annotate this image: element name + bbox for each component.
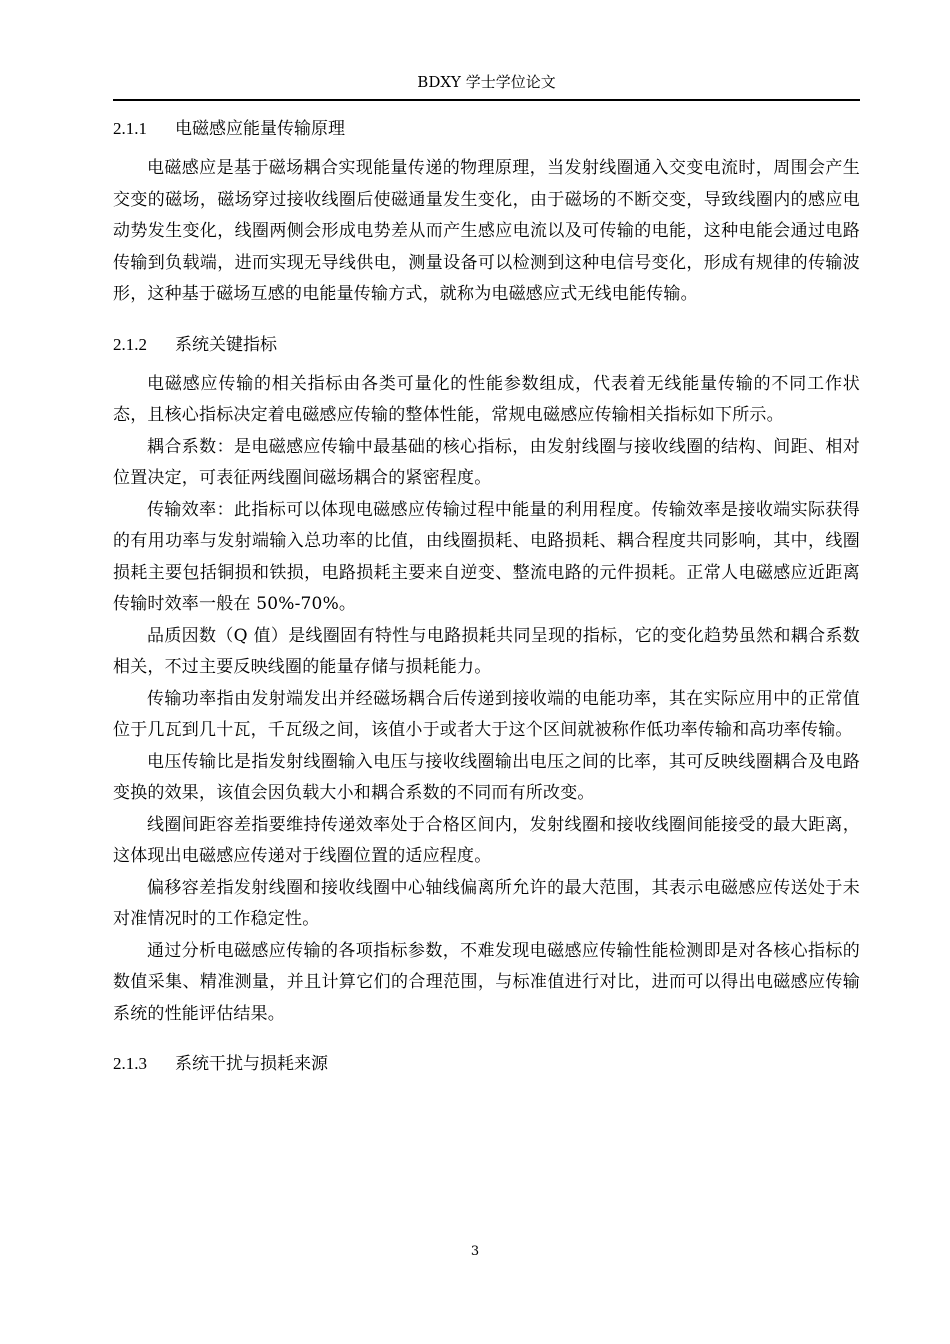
- paragraph-summary: 通过分析电磁感应传输的各项指标参数，不难发现电磁感应传输性能检测即是对各核心指标的数值采集、精准测量，并且计算它们的合理范围，与标准值进行对比，进而可以得出电磁感应传输系统的性能评估结果。: [113, 940, 860, 1024]
- paragraph: 电磁感应是基于磁场耦合实现能量传递的物理原理，当发射线圈通入交变电流时，周围会产生交变的磁场，磁场穿过接收线圈后使磁通量发生变化，由于磁场的不断交变，导致线圈内的感应电动势发生变化，线圈两侧会形成电势差从而产生感应电流以及可传输的电能，这种电能会通过电路传输到负载端，进而实现无导线供电，测量设备可以检测到这种电信号变化，形成有规律的传输波形，这种基于磁场互感的电能量传输方式，就称为电磁感应式无线电能传输。: [113, 158, 860, 304]
- header-rule: [113, 99, 860, 101]
- paragraph-offset-tolerance: 偏移容差指发射线圈和接收线圈中心轴线偏离所允许的最大范围，其表示电磁感应传送处于未对准情况时的工作稳定性。: [113, 877, 860, 929]
- section-number: 2.1.3: [113, 1054, 147, 1073]
- paragraph-coupling-coefficient: 耦合系数：是电磁感应传输中最基础的核心指标，由发射线圈与接收线圈的结构、间距、相对位置决定，可表征两线圈间磁场耦合的紧密程度。: [113, 436, 860, 488]
- section-title: 系统干扰与损耗来源: [175, 1054, 328, 1074]
- section-title: 系统关键指标: [175, 334, 277, 355]
- section-number: 2.1.2: [113, 334, 147, 354]
- paragraph: 电磁感应传输的相关指标由各类可量化的性能参数组成，代表着无线能量传输的不同工作状态，且核心指标决定着电磁感应传输的整体性能，常规电磁感应传输相关指标如下所示。: [113, 373, 860, 425]
- section-heading-2-1-2: [113, 329, 860, 361]
- section-number: 2.1.1: [113, 119, 147, 138]
- section-heading-2-1-1: [113, 113, 860, 145]
- paragraph-transmission-power: 传输功率指由发射端发出并经磁场耦合后传递到接收端的电能功率，其在实际应用中的正常值位于几瓦到几十瓦，千瓦级之间，该值小于或者大于这个区间就被称作低功率传输和高功率传输。: [113, 688, 860, 740]
- section-title: 电磁感应能量传输原理: [175, 119, 345, 139]
- section-heading-2-1-3: [113, 1048, 860, 1080]
- paragraph-quality-factor: 品质因数（Q 值）是线圈固有特性与电路损耗共同呈现的指标，它的变化趋势虽然和耦合系数相关，不过主要反映线圈的能量存储与损耗能力。: [113, 625, 860, 677]
- running-header: BDXY 学士学位论文: [417, 73, 556, 91]
- document-body: [113, 113, 860, 1088]
- paragraph-voltage-ratio: 电压传输比是指发射线圈输入电压与接收线圈输出电压之间的比率，其可反映线圈耦合及电路变换的效果，该值会因负载大小和耦合系数的不同而有所改变。: [113, 751, 860, 803]
- paragraph-transmission-efficiency: 传输效率：此指标可以体现电磁感应传输过程中能量的利用程度。传输效率是接收端实际获得的有用功率与发射端输入总功率的比值，由线圈损耗、电路损耗、耦合程度共同影响，其中，线圈损耗主要包括铜损和铁损，电路损耗主要来自逆变、整流电路的元件损耗。正常人电磁感应近距离传输时效率一般在 50%-70%。: [113, 499, 860, 614]
- page-number: 3: [470, 1244, 480, 1259]
- paragraph-distance-tolerance: 线圈间距容差指要维持传递效率处于合格区间内，发射线圈和接收线圈间能接受的最大距离，这体现出电磁感应传递对于线圈位置的适应程度。: [113, 814, 860, 866]
